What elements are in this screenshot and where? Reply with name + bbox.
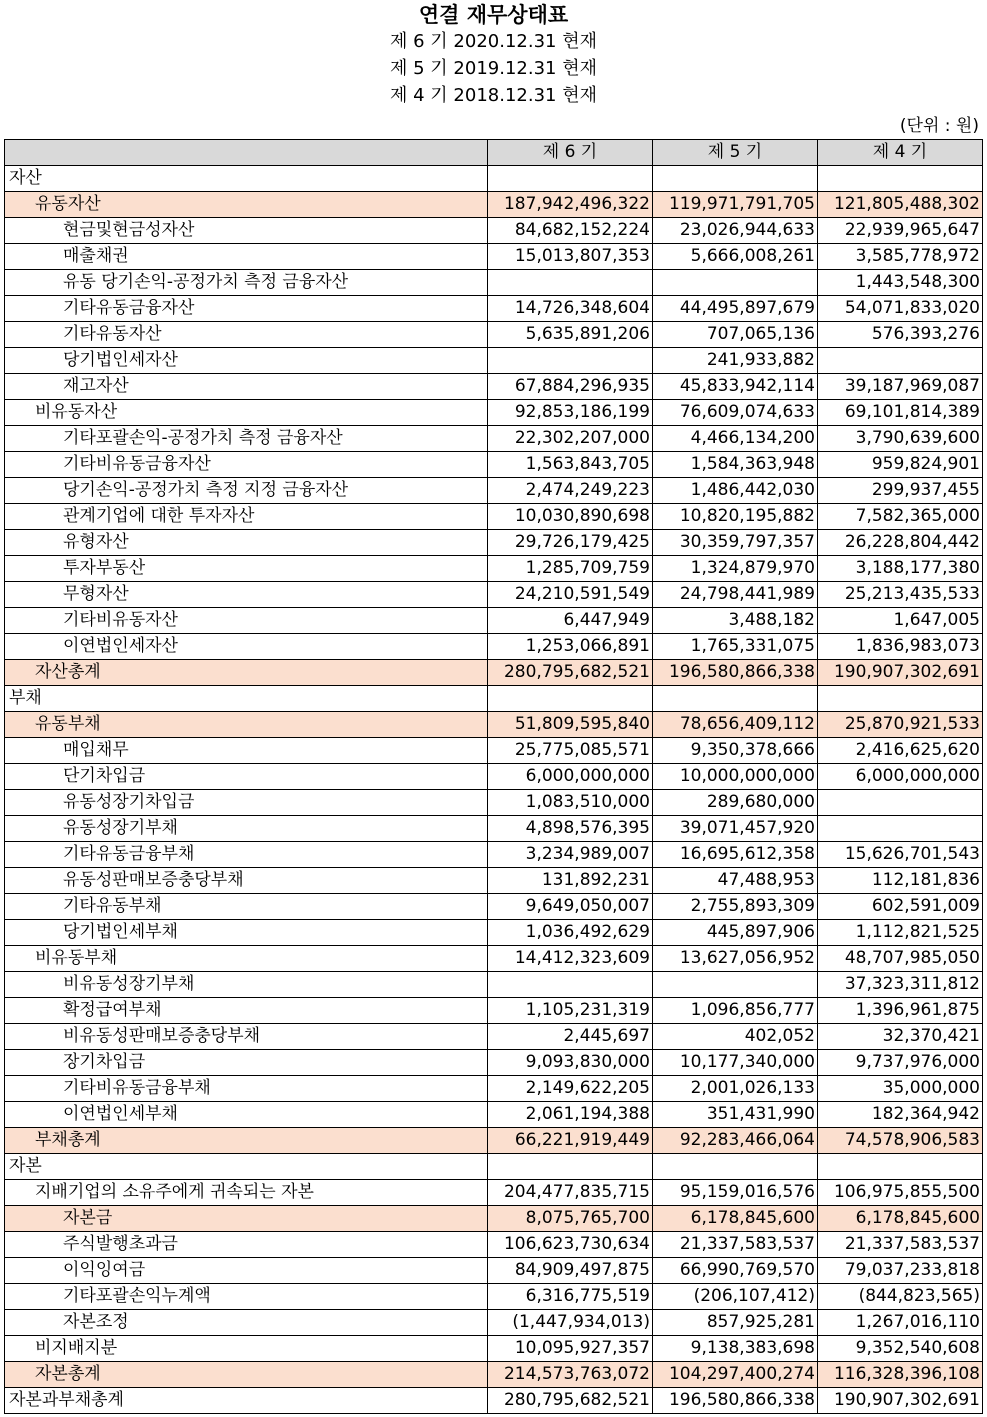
row-label: 이연법인세자산 xyxy=(5,634,488,660)
table-row xyxy=(5,894,983,920)
value-cell: 3,488,182 xyxy=(653,608,818,634)
value-cell: 106,623,730,634 xyxy=(488,1232,653,1258)
table-row xyxy=(5,1388,983,1414)
table-row xyxy=(5,1050,983,1076)
value-cell: 92,283,466,064 xyxy=(653,1128,818,1154)
value-cell: 112,181,836 xyxy=(818,868,983,894)
value-cell xyxy=(488,686,653,712)
value-cell: 280,795,682,521 xyxy=(488,660,653,686)
period-line-4: 제 4 기 2018.12.31 현재 xyxy=(390,85,597,106)
value-cell: 84,909,497,875 xyxy=(488,1258,653,1284)
value-cell: 2,416,625,620 xyxy=(818,738,983,764)
value-cell: 187,942,496,322 xyxy=(488,192,653,218)
table-row xyxy=(5,1232,983,1258)
value-cell: 857,925,281 xyxy=(653,1310,818,1336)
value-cell: 32,370,421 xyxy=(818,1024,983,1050)
value-cell: 26,228,804,442 xyxy=(818,530,983,556)
value-cell xyxy=(488,1154,653,1180)
table-row xyxy=(5,1180,983,1206)
value-cell: 1,765,331,075 xyxy=(653,634,818,660)
value-cell: 21,337,583,537 xyxy=(818,1232,983,1258)
value-cell: 214,573,763,072 xyxy=(488,1362,653,1388)
table-row xyxy=(5,686,983,712)
unit-label: (단위 : 원) xyxy=(899,116,979,136)
table-row xyxy=(5,452,983,478)
row-label: 기타유동금융자산 xyxy=(5,296,488,322)
value-cell: 4,466,134,200 xyxy=(653,426,818,452)
header-cell-period-6: 제 6 기 xyxy=(488,140,653,166)
value-cell: 3,234,989,007 xyxy=(488,842,653,868)
row-label: 부채총계 xyxy=(5,1128,488,1154)
value-cell: 402,052 xyxy=(653,1024,818,1050)
value-cell: 35,000,000 xyxy=(818,1076,983,1102)
table-row xyxy=(5,634,983,660)
table-row xyxy=(5,1154,983,1180)
table-row xyxy=(5,478,983,504)
header-cell-period-5: 제 5 기 xyxy=(653,140,818,166)
table-row xyxy=(5,166,983,192)
value-cell xyxy=(488,270,653,296)
row-label: 기타포괄손익누계액 xyxy=(5,1284,488,1310)
row-label: 유동성장기차입금 xyxy=(5,790,488,816)
value-cell xyxy=(653,166,818,192)
table-row xyxy=(5,1310,983,1336)
value-cell: 76,609,074,633 xyxy=(653,400,818,426)
value-cell: 190,907,302,691 xyxy=(818,1388,983,1414)
value-cell xyxy=(653,686,818,712)
value-cell xyxy=(818,166,983,192)
table-row xyxy=(5,1102,983,1128)
value-cell: 74,578,906,583 xyxy=(818,1128,983,1154)
row-label: 현금및현금성자산 xyxy=(5,218,488,244)
row-label: 자본총계 xyxy=(5,1362,488,1388)
row-label: 부채 xyxy=(5,686,488,712)
table-row xyxy=(5,1336,983,1362)
value-cell: 14,726,348,604 xyxy=(488,296,653,322)
table-row xyxy=(5,660,983,686)
row-label: 자본조정 xyxy=(5,1310,488,1336)
value-cell: 95,159,016,576 xyxy=(653,1180,818,1206)
value-cell: 37,323,311,812 xyxy=(818,972,983,998)
value-cell: 79,037,233,818 xyxy=(818,1258,983,1284)
value-cell: 23,026,944,633 xyxy=(653,218,818,244)
value-cell: 24,798,441,989 xyxy=(653,582,818,608)
value-cell: 5,635,891,206 xyxy=(488,322,653,348)
table-row xyxy=(5,712,983,738)
value-cell: 576,393,276 xyxy=(818,322,983,348)
value-cell: 445,897,906 xyxy=(653,920,818,946)
value-cell: 8,075,765,700 xyxy=(488,1206,653,1232)
value-cell: 2,755,893,309 xyxy=(653,894,818,920)
row-label: 주식발행초과금 xyxy=(5,1232,488,1258)
table-row xyxy=(5,868,983,894)
table-row xyxy=(5,530,983,556)
value-cell: 47,488,953 xyxy=(653,868,818,894)
row-label: 유동자산 xyxy=(5,192,488,218)
value-cell: 48,707,985,050 xyxy=(818,946,983,972)
value-cell: 39,187,969,087 xyxy=(818,374,983,400)
value-cell: 78,656,409,112 xyxy=(653,712,818,738)
value-cell: 4,898,576,395 xyxy=(488,816,653,842)
value-cell: 25,213,435,533 xyxy=(818,582,983,608)
table-row xyxy=(5,218,983,244)
value-cell xyxy=(818,816,983,842)
table-row xyxy=(5,244,983,270)
row-label: 자본 xyxy=(5,1154,488,1180)
value-cell: 9,350,378,666 xyxy=(653,738,818,764)
row-label: 기타유동금융부채 xyxy=(5,842,488,868)
value-cell: 6,000,000,000 xyxy=(488,764,653,790)
row-label: 매입채무 xyxy=(5,738,488,764)
table-row xyxy=(5,1076,983,1102)
period-line-5: 제 5 기 2019.12.31 현재 xyxy=(390,58,597,79)
row-label: 유형자산 xyxy=(5,530,488,556)
row-label: 유동 당기손익-공정가치 측정 금융자산 xyxy=(5,270,488,296)
value-cell: 121,805,488,302 xyxy=(818,192,983,218)
table-row xyxy=(5,1284,983,1310)
value-cell: 10,177,340,000 xyxy=(653,1050,818,1076)
value-cell: 6,316,775,519 xyxy=(488,1284,653,1310)
value-cell: 351,431,990 xyxy=(653,1102,818,1128)
value-cell: 9,138,383,698 xyxy=(653,1336,818,1362)
table-row xyxy=(5,1024,983,1050)
value-cell: 21,337,583,537 xyxy=(653,1232,818,1258)
value-cell: 1,285,709,759 xyxy=(488,556,653,582)
value-cell xyxy=(653,270,818,296)
value-cell: 13,627,056,952 xyxy=(653,946,818,972)
value-cell: 1,443,548,300 xyxy=(818,270,983,296)
value-cell: 5,666,008,261 xyxy=(653,244,818,270)
value-cell: 67,884,296,935 xyxy=(488,374,653,400)
header-row xyxy=(5,140,983,166)
table-row xyxy=(5,790,983,816)
value-cell: 25,775,085,571 xyxy=(488,738,653,764)
value-cell: 7,582,365,000 xyxy=(818,504,983,530)
row-label: 비유동성판매보증충당부채 xyxy=(5,1024,488,1050)
table-row xyxy=(5,296,983,322)
value-cell: 24,210,591,549 xyxy=(488,582,653,608)
row-label: 무형자산 xyxy=(5,582,488,608)
table-row xyxy=(5,920,983,946)
table-row xyxy=(5,322,983,348)
statement-header xyxy=(0,0,987,109)
row-label: 자산총계 xyxy=(5,660,488,686)
value-cell: 66,990,769,570 xyxy=(653,1258,818,1284)
value-cell: 92,853,186,199 xyxy=(488,400,653,426)
value-cell: 280,795,682,521 xyxy=(488,1388,653,1414)
value-cell: 10,030,890,698 xyxy=(488,504,653,530)
row-label: 유동부채 xyxy=(5,712,488,738)
value-cell: 289,680,000 xyxy=(653,790,818,816)
value-cell: 1,836,983,073 xyxy=(818,634,983,660)
value-cell: 190,907,302,691 xyxy=(818,660,983,686)
value-cell xyxy=(653,972,818,998)
value-cell: 1,083,510,000 xyxy=(488,790,653,816)
row-label: 비유동부채 xyxy=(5,946,488,972)
value-cell: 66,221,919,449 xyxy=(488,1128,653,1154)
balance-sheet-table xyxy=(4,139,983,1414)
table-row xyxy=(5,998,983,1024)
table-row xyxy=(5,764,983,790)
row-label: 당기법인세자산 xyxy=(5,348,488,374)
row-label: 기타유동부채 xyxy=(5,894,488,920)
table-row xyxy=(5,842,983,868)
value-cell: 22,939,965,647 xyxy=(818,218,983,244)
row-label: 비유동성장기부채 xyxy=(5,972,488,998)
value-cell xyxy=(818,686,983,712)
value-cell: 1,267,016,110 xyxy=(818,1310,983,1336)
value-cell: 119,971,791,705 xyxy=(653,192,818,218)
value-cell xyxy=(818,1154,983,1180)
table-row xyxy=(5,608,983,634)
value-cell: 2,001,026,133 xyxy=(653,1076,818,1102)
value-cell: 707,065,136 xyxy=(653,322,818,348)
value-cell: 3,585,778,972 xyxy=(818,244,983,270)
table-row xyxy=(5,192,983,218)
table-row xyxy=(5,400,983,426)
value-cell: 14,412,323,609 xyxy=(488,946,653,972)
value-cell: 299,937,455 xyxy=(818,478,983,504)
value-cell: 69,101,814,389 xyxy=(818,400,983,426)
value-cell: 182,364,942 xyxy=(818,1102,983,1128)
row-label: 기타유동자산 xyxy=(5,322,488,348)
table-row xyxy=(5,348,983,374)
row-label: 자산 xyxy=(5,166,488,192)
value-cell: 84,682,152,224 xyxy=(488,218,653,244)
row-label: 재고자산 xyxy=(5,374,488,400)
table-row xyxy=(5,426,983,452)
value-cell: 6,000,000,000 xyxy=(818,764,983,790)
value-cell: 9,649,050,007 xyxy=(488,894,653,920)
value-cell xyxy=(818,348,983,374)
value-cell: 15,013,807,353 xyxy=(488,244,653,270)
row-label: 확정급여부채 xyxy=(5,998,488,1024)
row-label: 기타비유동금융자산 xyxy=(5,452,488,478)
value-cell xyxy=(488,972,653,998)
value-cell: 1,105,231,319 xyxy=(488,998,653,1024)
value-cell: 1,396,961,875 xyxy=(818,998,983,1024)
value-cell: 602,591,009 xyxy=(818,894,983,920)
value-cell: 196,580,866,338 xyxy=(653,660,818,686)
table-row xyxy=(5,946,983,972)
value-cell: 39,071,457,920 xyxy=(653,816,818,842)
value-cell: (206,107,412) xyxy=(653,1284,818,1310)
table-row xyxy=(5,504,983,530)
value-cell: 22,302,207,000 xyxy=(488,426,653,452)
value-cell: 44,495,897,679 xyxy=(653,296,818,322)
value-cell: 6,447,949 xyxy=(488,608,653,634)
value-cell: 29,726,179,425 xyxy=(488,530,653,556)
value-cell: 131,892,231 xyxy=(488,868,653,894)
table-row xyxy=(5,1128,983,1154)
value-cell: 15,626,701,543 xyxy=(818,842,983,868)
value-cell: 959,824,901 xyxy=(818,452,983,478)
table-row xyxy=(5,972,983,998)
statement-title: 연결 재무상태표 xyxy=(418,3,569,27)
value-cell: 54,071,833,020 xyxy=(818,296,983,322)
value-cell: 9,352,540,608 xyxy=(818,1336,983,1362)
value-cell: (844,823,565) xyxy=(818,1284,983,1310)
value-cell xyxy=(488,166,653,192)
table-row xyxy=(5,374,983,400)
row-label: 비유동자산 xyxy=(5,400,488,426)
value-cell: 10,820,195,882 xyxy=(653,504,818,530)
value-cell: 1,253,066,891 xyxy=(488,634,653,660)
row-label: 이익잉여금 xyxy=(5,1258,488,1284)
value-cell: (1,447,934,013) xyxy=(488,1310,653,1336)
value-cell: 9,737,976,000 xyxy=(818,1050,983,1076)
value-cell: 1,647,005 xyxy=(818,608,983,634)
value-cell: 1,486,442,030 xyxy=(653,478,818,504)
value-cell xyxy=(653,1154,818,1180)
row-label: 유동성판매보증충당부채 xyxy=(5,868,488,894)
row-label: 비지배지분 xyxy=(5,1336,488,1362)
row-label: 단기차입금 xyxy=(5,764,488,790)
value-cell: 104,297,400,274 xyxy=(653,1362,818,1388)
row-label: 매출채권 xyxy=(5,244,488,270)
table-row xyxy=(5,816,983,842)
value-cell: 10,095,927,357 xyxy=(488,1336,653,1362)
row-label: 자본과부채총계 xyxy=(5,1388,488,1414)
value-cell: 204,477,835,715 xyxy=(488,1180,653,1206)
table-row xyxy=(5,1362,983,1388)
value-cell: 1,324,879,970 xyxy=(653,556,818,582)
table-body xyxy=(5,166,983,1414)
value-cell: 196,580,866,338 xyxy=(653,1388,818,1414)
value-cell: 6,178,845,600 xyxy=(653,1206,818,1232)
value-cell: 16,695,612,358 xyxy=(653,842,818,868)
value-cell: 2,474,249,223 xyxy=(488,478,653,504)
value-cell: 1,563,843,705 xyxy=(488,452,653,478)
value-cell: 6,178,845,600 xyxy=(818,1206,983,1232)
value-cell: 9,093,830,000 xyxy=(488,1050,653,1076)
value-cell: 45,833,942,114 xyxy=(653,374,818,400)
row-label: 기타비유동금융부채 xyxy=(5,1076,488,1102)
header-cell-item xyxy=(5,140,488,166)
row-label: 장기차입금 xyxy=(5,1050,488,1076)
value-cell: 2,149,622,205 xyxy=(488,1076,653,1102)
table-row xyxy=(5,1206,983,1232)
value-cell: 1,096,856,777 xyxy=(653,998,818,1024)
row-label: 당기법인세부채 xyxy=(5,920,488,946)
value-cell: 30,359,797,357 xyxy=(653,530,818,556)
row-label: 자본금 xyxy=(5,1206,488,1232)
value-cell: 116,328,396,108 xyxy=(818,1362,983,1388)
table-row xyxy=(5,582,983,608)
value-cell: 1,584,363,948 xyxy=(653,452,818,478)
value-cell: 1,112,821,525 xyxy=(818,920,983,946)
value-cell: 3,188,177,380 xyxy=(818,556,983,582)
row-label: 투자부동산 xyxy=(5,556,488,582)
value-cell: 106,975,855,500 xyxy=(818,1180,983,1206)
value-cell: 51,809,595,840 xyxy=(488,712,653,738)
table-row xyxy=(5,738,983,764)
header-cell-period-4: 제 4 기 xyxy=(818,140,983,166)
value-cell xyxy=(818,790,983,816)
value-cell: 25,870,921,533 xyxy=(818,712,983,738)
row-label: 유동성장기부채 xyxy=(5,816,488,842)
value-cell: 2,445,697 xyxy=(488,1024,653,1050)
table-row xyxy=(5,270,983,296)
value-cell: 2,061,194,388 xyxy=(488,1102,653,1128)
period-line-6: 제 6 기 2020.12.31 현재 xyxy=(390,31,597,52)
row-label: 기타비유동자산 xyxy=(5,608,488,634)
value-cell: 241,933,882 xyxy=(653,348,818,374)
row-label: 이연법인세부채 xyxy=(5,1102,488,1128)
table-row xyxy=(5,1258,983,1284)
value-cell: 3,790,639,600 xyxy=(818,426,983,452)
row-label: 지배기업의 소유주에게 귀속되는 자본 xyxy=(5,1180,488,1206)
table-row xyxy=(5,556,983,582)
value-cell: 10,000,000,000 xyxy=(653,764,818,790)
row-label: 기타포괄손익-공정가치 측정 금융자산 xyxy=(5,426,488,452)
value-cell xyxy=(488,348,653,374)
row-label: 관계기업에 대한 투자자산 xyxy=(5,504,488,530)
row-label: 당기손익-공정가치 측정 지정 금융자산 xyxy=(5,478,488,504)
value-cell: 1,036,492,629 xyxy=(488,920,653,946)
